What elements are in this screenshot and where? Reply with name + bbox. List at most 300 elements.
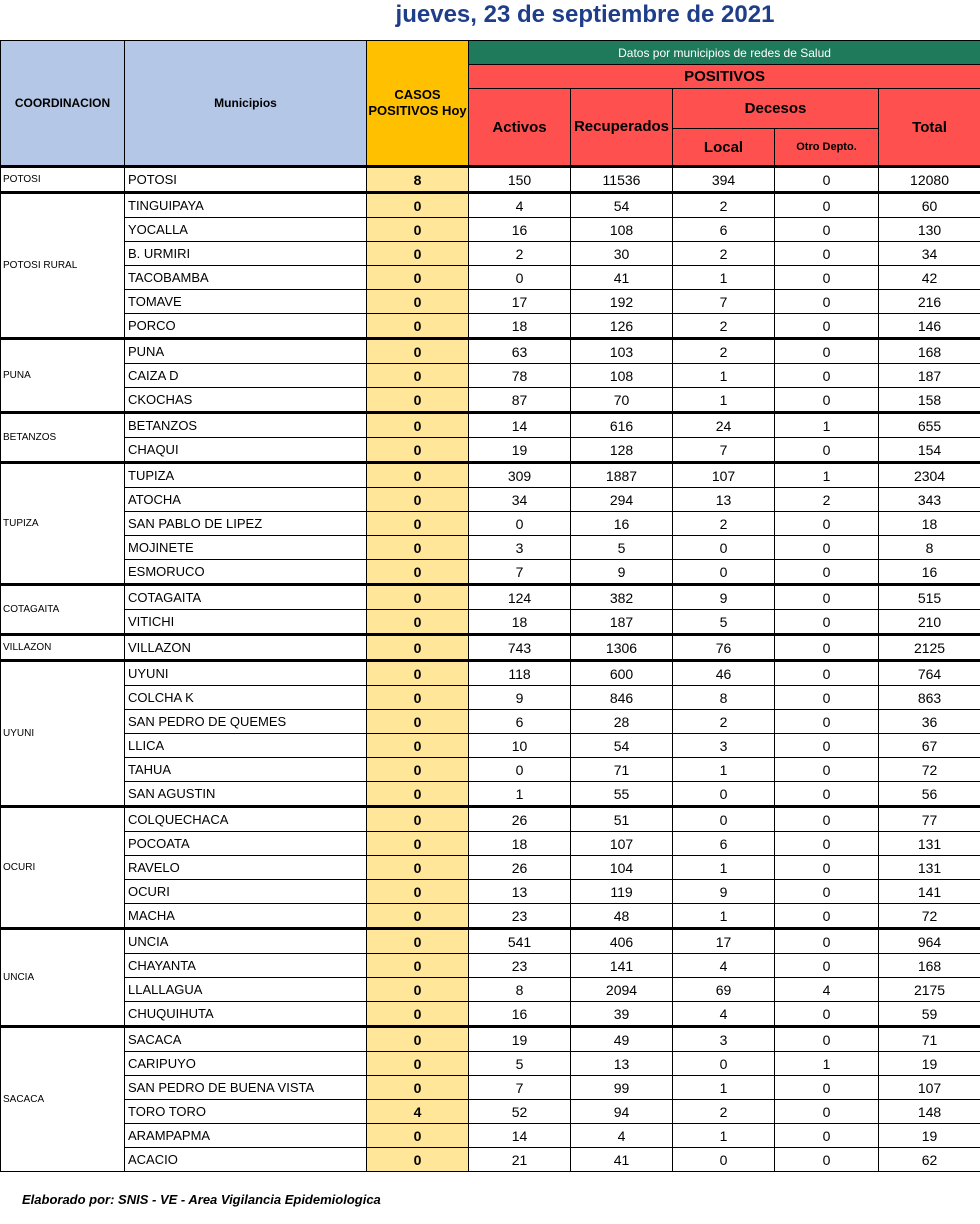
header-positivos: POSITIVOS	[469, 65, 980, 89]
recuperados-cell: 1887	[571, 463, 673, 488]
municipio-cell: SAN PEDRO DE BUENA VISTA	[125, 1076, 367, 1100]
municipio-cell: ARAMPAPMA	[125, 1124, 367, 1148]
activos-cell: 23	[469, 904, 571, 929]
table-row	[1, 880, 980, 904]
casos-hoy-cell: 0	[367, 488, 469, 512]
municipio-cell: TAHUA	[125, 758, 367, 782]
decesos-otro-cell: 0	[775, 290, 879, 314]
municipio-cell: CKOCHAS	[125, 388, 367, 413]
municipio-cell: OCURI	[125, 880, 367, 904]
recuperados-cell: 30	[571, 242, 673, 266]
decesos-local-cell: 107	[673, 463, 775, 488]
table-row	[1, 1148, 980, 1172]
decesos-local-cell: 6	[673, 218, 775, 242]
coordinacion-cell: SACACA	[1, 1027, 125, 1172]
activos-cell: 18	[469, 832, 571, 856]
activos-cell: 1	[469, 782, 571, 807]
table-row	[1, 438, 980, 463]
decesos-local-cell: 0	[673, 1052, 775, 1076]
casos-hoy-cell: 0	[367, 954, 469, 978]
table-row	[1, 364, 980, 388]
total-cell: 19	[879, 1052, 980, 1076]
decesos-local-cell: 6	[673, 832, 775, 856]
casos-hoy-cell: 0	[367, 193, 469, 218]
activos-cell: 5	[469, 1052, 571, 1076]
municipio-cell: ACACIO	[125, 1148, 367, 1172]
table-row	[1, 856, 980, 880]
decesos-otro-cell: 0	[775, 218, 879, 242]
header-decesos-otro-depto: Otro Depto.	[775, 129, 879, 167]
table-body	[1, 167, 980, 1172]
decesos-otro-cell: 0	[775, 266, 879, 290]
activos-cell: 16	[469, 218, 571, 242]
casos-hoy-cell: 0	[367, 1027, 469, 1052]
activos-cell: 2	[469, 242, 571, 266]
activos-cell: 0	[469, 266, 571, 290]
table-row	[1, 266, 980, 290]
municipio-cell: B. URMIRI	[125, 242, 367, 266]
table-row	[1, 218, 980, 242]
decesos-local-cell: 1	[673, 856, 775, 880]
decesos-local-cell: 7	[673, 290, 775, 314]
table-row	[1, 193, 980, 218]
total-cell: 158	[879, 388, 980, 413]
decesos-otro-cell: 0	[775, 167, 879, 193]
total-cell: 146	[879, 314, 980, 339]
covid-municipal-table	[0, 40, 980, 1172]
coordinacion-cell: UYUNI	[1, 661, 125, 807]
municipio-cell: BETANZOS	[125, 413, 367, 438]
decesos-otro-cell: 0	[775, 1027, 879, 1052]
decesos-otro-cell: 0	[775, 560, 879, 585]
decesos-local-cell: 0	[673, 536, 775, 560]
coordinacion-cell: VILLAZON	[1, 635, 125, 661]
total-cell: 18	[879, 512, 980, 536]
recuperados-cell: 128	[571, 438, 673, 463]
casos-hoy-cell: 0	[367, 782, 469, 807]
total-cell: 72	[879, 904, 980, 929]
coordinacion-cell: POTOSI	[1, 167, 125, 193]
casos-hoy-cell: 0	[367, 635, 469, 661]
activos-cell: 16	[469, 1002, 571, 1027]
table-row	[1, 463, 980, 488]
municipio-cell: ESMORUCO	[125, 560, 367, 585]
recuperados-cell: 49	[571, 1027, 673, 1052]
activos-cell: 87	[469, 388, 571, 413]
decesos-otro-cell: 0	[775, 585, 879, 610]
recuperados-cell: 104	[571, 856, 673, 880]
activos-cell: 18	[469, 610, 571, 635]
activos-cell: 63	[469, 339, 571, 364]
recuperados-cell: 108	[571, 364, 673, 388]
municipio-cell: UYUNI	[125, 661, 367, 686]
casos-hoy-cell: 0	[367, 758, 469, 782]
header-decesos: Decesos	[673, 89, 879, 129]
casos-hoy-cell: 0	[367, 536, 469, 560]
total-cell: 77	[879, 807, 980, 832]
activos-cell: 9	[469, 686, 571, 710]
casos-hoy-cell: 0	[367, 661, 469, 686]
decesos-local-cell: 76	[673, 635, 775, 661]
decesos-local-cell: 17	[673, 929, 775, 954]
casos-hoy-cell: 0	[367, 710, 469, 734]
total-cell: 210	[879, 610, 980, 635]
coordinacion-cell: BETANZOS	[1, 413, 125, 463]
recuperados-cell: 406	[571, 929, 673, 954]
activos-cell: 150	[469, 167, 571, 193]
recuperados-cell: 119	[571, 880, 673, 904]
municipio-cell: YOCALLA	[125, 218, 367, 242]
decesos-otro-cell: 1	[775, 413, 879, 438]
total-cell: 515	[879, 585, 980, 610]
table-row	[1, 978, 980, 1002]
recuperados-cell: 28	[571, 710, 673, 734]
municipio-cell: COTAGAITA	[125, 585, 367, 610]
activos-cell: 4	[469, 193, 571, 218]
total-cell: 141	[879, 880, 980, 904]
casos-hoy-cell: 0	[367, 1052, 469, 1076]
table-row	[1, 536, 980, 560]
municipio-cell: COLQUECHACA	[125, 807, 367, 832]
table-row	[1, 929, 980, 954]
decesos-local-cell: 2	[673, 242, 775, 266]
decesos-local-cell: 1	[673, 1076, 775, 1100]
municipio-cell: RAVELO	[125, 856, 367, 880]
recuperados-cell: 48	[571, 904, 673, 929]
casos-hoy-cell: 0	[367, 832, 469, 856]
decesos-otro-cell: 4	[775, 978, 879, 1002]
municipio-cell: MACHA	[125, 904, 367, 929]
decesos-otro-cell: 0	[775, 193, 879, 218]
decesos-local-cell: 3	[673, 1027, 775, 1052]
recuperados-cell: 846	[571, 686, 673, 710]
municipio-cell: POTOSI	[125, 167, 367, 193]
total-cell: 56	[879, 782, 980, 807]
total-cell: 8	[879, 536, 980, 560]
activos-cell: 6	[469, 710, 571, 734]
table-row	[1, 1002, 980, 1027]
recuperados-cell: 1306	[571, 635, 673, 661]
decesos-otro-cell: 0	[775, 438, 879, 463]
municipio-cell: UNCIA	[125, 929, 367, 954]
table-row	[1, 904, 980, 929]
table-row	[1, 413, 980, 438]
total-cell: 71	[879, 1027, 980, 1052]
total-cell: 168	[879, 954, 980, 978]
decesos-otro-cell: 1	[775, 463, 879, 488]
table-row	[1, 710, 980, 734]
total-cell: 187	[879, 364, 980, 388]
decesos-otro-cell: 0	[775, 339, 879, 364]
decesos-otro-cell: 0	[775, 1100, 879, 1124]
casos-hoy-cell: 0	[367, 585, 469, 610]
coordinacion-cell: PUNA	[1, 339, 125, 413]
decesos-otro-cell: 0	[775, 734, 879, 758]
total-cell: 216	[879, 290, 980, 314]
decesos-otro-cell: 0	[775, 710, 879, 734]
table-row	[1, 388, 980, 413]
recuperados-cell: 70	[571, 388, 673, 413]
decesos-otro-cell: 0	[775, 1002, 879, 1027]
decesos-otro-cell: 0	[775, 929, 879, 954]
municipio-cell: CHUQUIHUTA	[125, 1002, 367, 1027]
table-row	[1, 635, 980, 661]
decesos-otro-cell: 0	[775, 512, 879, 536]
table-row	[1, 488, 980, 512]
decesos-otro-cell: 0	[775, 1076, 879, 1100]
total-cell: 36	[879, 710, 980, 734]
decesos-otro-cell: 0	[775, 1124, 879, 1148]
activos-cell: 34	[469, 488, 571, 512]
table-row	[1, 758, 980, 782]
decesos-otro-cell: 0	[775, 242, 879, 266]
municipio-cell: TORO TORO	[125, 1100, 367, 1124]
total-cell: 16	[879, 560, 980, 585]
decesos-local-cell: 394	[673, 167, 775, 193]
activos-cell: 52	[469, 1100, 571, 1124]
recuperados-cell: 54	[571, 193, 673, 218]
casos-hoy-cell: 0	[367, 686, 469, 710]
total-cell: 343	[879, 488, 980, 512]
casos-hoy-cell: 0	[367, 904, 469, 929]
header-recuperados: Recuperados	[571, 89, 673, 167]
recuperados-cell: 103	[571, 339, 673, 364]
activos-cell: 541	[469, 929, 571, 954]
recuperados-cell: 9	[571, 560, 673, 585]
casos-hoy-cell: 0	[367, 1124, 469, 1148]
casos-hoy-cell: 0	[367, 242, 469, 266]
recuperados-cell: 616	[571, 413, 673, 438]
activos-cell: 26	[469, 807, 571, 832]
casos-hoy-cell: 0	[367, 413, 469, 438]
total-cell: 863	[879, 686, 980, 710]
table-row	[1, 1100, 980, 1124]
casos-hoy-cell: 0	[367, 807, 469, 832]
activos-cell: 8	[469, 978, 571, 1002]
decesos-local-cell: 8	[673, 686, 775, 710]
casos-hoy-cell: 0	[367, 1002, 469, 1027]
header-municipios: Municipios	[125, 41, 367, 167]
decesos-local-cell: 24	[673, 413, 775, 438]
recuperados-cell: 13	[571, 1052, 673, 1076]
decesos-otro-cell: 0	[775, 807, 879, 832]
total-cell: 59	[879, 1002, 980, 1027]
municipio-cell: SAN PEDRO DE QUEMES	[125, 710, 367, 734]
decesos-local-cell: 13	[673, 488, 775, 512]
municipio-cell: TOMAVE	[125, 290, 367, 314]
casos-hoy-cell: 0	[367, 560, 469, 585]
municipio-cell: LLICA	[125, 734, 367, 758]
table-row	[1, 560, 980, 585]
table-row	[1, 512, 980, 536]
decesos-local-cell: 1	[673, 904, 775, 929]
casos-hoy-cell: 0	[367, 388, 469, 413]
table-row	[1, 339, 980, 364]
activos-cell: 14	[469, 1124, 571, 1148]
header-total: Total	[879, 89, 980, 167]
coordinacion-cell: UNCIA	[1, 929, 125, 1027]
recuperados-cell: 54	[571, 734, 673, 758]
decesos-local-cell: 1	[673, 388, 775, 413]
recuperados-cell: 187	[571, 610, 673, 635]
total-cell: 72	[879, 758, 980, 782]
decesos-local-cell: 1	[673, 266, 775, 290]
casos-hoy-cell: 0	[367, 364, 469, 388]
casos-hoy-cell: 0	[367, 512, 469, 536]
municipio-cell: TUPIZA	[125, 463, 367, 488]
decesos-otro-cell: 2	[775, 488, 879, 512]
total-cell: 67	[879, 734, 980, 758]
casos-hoy-cell: 4	[367, 1100, 469, 1124]
municipio-cell: SACACA	[125, 1027, 367, 1052]
table-row	[1, 585, 980, 610]
recuperados-cell: 41	[571, 266, 673, 290]
table-row	[1, 314, 980, 339]
total-cell: 764	[879, 661, 980, 686]
activos-cell: 743	[469, 635, 571, 661]
total-cell: 107	[879, 1076, 980, 1100]
total-cell: 12080	[879, 167, 980, 193]
activos-cell: 26	[469, 856, 571, 880]
decesos-local-cell: 4	[673, 954, 775, 978]
table-row	[1, 954, 980, 978]
table-row	[1, 734, 980, 758]
table-row	[1, 686, 980, 710]
recuperados-cell: 600	[571, 661, 673, 686]
casos-hoy-cell: 0	[367, 1148, 469, 1172]
municipio-cell: COLCHA K	[125, 686, 367, 710]
activos-cell: 118	[469, 661, 571, 686]
decesos-otro-cell: 0	[775, 758, 879, 782]
decesos-otro-cell: 0	[775, 635, 879, 661]
decesos-local-cell: 69	[673, 978, 775, 1002]
coordinacion-cell: TUPIZA	[1, 463, 125, 585]
casos-hoy-cell: 0	[367, 880, 469, 904]
municipio-cell: POCOATA	[125, 832, 367, 856]
total-cell: 60	[879, 193, 980, 218]
recuperados-cell: 39	[571, 1002, 673, 1027]
activos-cell: 0	[469, 758, 571, 782]
recuperados-cell: 5	[571, 536, 673, 560]
decesos-local-cell: 46	[673, 661, 775, 686]
casos-hoy-cell: 0	[367, 339, 469, 364]
casos-hoy-cell: 0	[367, 929, 469, 954]
table-row	[1, 1052, 980, 1076]
decesos-local-cell: 2	[673, 314, 775, 339]
recuperados-cell: 4	[571, 1124, 673, 1148]
table-row	[1, 1076, 980, 1100]
header-decesos-local: Local	[673, 129, 775, 167]
recuperados-cell: 382	[571, 585, 673, 610]
casos-hoy-cell: 0	[367, 1076, 469, 1100]
municipio-cell: MOJINETE	[125, 536, 367, 560]
total-cell: 62	[879, 1148, 980, 1172]
municipio-cell: ATOCHA	[125, 488, 367, 512]
casos-hoy-cell: 0	[367, 314, 469, 339]
decesos-local-cell: 1	[673, 1124, 775, 1148]
header-activos: Activos	[469, 89, 571, 167]
decesos-local-cell: 2	[673, 193, 775, 218]
municipio-cell: CARIPUYO	[125, 1052, 367, 1076]
recuperados-cell: 55	[571, 782, 673, 807]
activos-cell: 17	[469, 290, 571, 314]
recuperados-cell: 107	[571, 832, 673, 856]
municipio-cell: TINGUIPAYA	[125, 193, 367, 218]
casos-hoy-cell: 0	[367, 856, 469, 880]
decesos-local-cell: 3	[673, 734, 775, 758]
decesos-local-cell: 1	[673, 758, 775, 782]
total-cell: 168	[879, 339, 980, 364]
activos-cell: 309	[469, 463, 571, 488]
activos-cell: 124	[469, 585, 571, 610]
activos-cell: 23	[469, 954, 571, 978]
decesos-otro-cell: 0	[775, 1148, 879, 1172]
municipio-cell: LLALLAGUA	[125, 978, 367, 1002]
casos-hoy-cell: 0	[367, 266, 469, 290]
municipio-cell: SAN PABLO DE LIPEZ	[125, 512, 367, 536]
total-cell: 34	[879, 242, 980, 266]
decesos-otro-cell: 0	[775, 880, 879, 904]
decesos-local-cell: 9	[673, 585, 775, 610]
recuperados-cell: 16	[571, 512, 673, 536]
total-cell: 154	[879, 438, 980, 463]
casos-hoy-cell: 0	[367, 610, 469, 635]
recuperados-cell: 99	[571, 1076, 673, 1100]
decesos-local-cell: 7	[673, 438, 775, 463]
total-cell: 148	[879, 1100, 980, 1124]
municipio-cell: CHAYANTA	[125, 954, 367, 978]
header-coordinacion: COORDINACION	[1, 41, 125, 167]
decesos-local-cell: 2	[673, 710, 775, 734]
total-cell: 130	[879, 218, 980, 242]
decesos-otro-cell: 0	[775, 610, 879, 635]
decesos-local-cell: 2	[673, 1100, 775, 1124]
casos-hoy-cell: 0	[367, 290, 469, 314]
decesos-local-cell: 0	[673, 782, 775, 807]
decesos-local-cell: 2	[673, 339, 775, 364]
decesos-local-cell: 9	[673, 880, 775, 904]
decesos-otro-cell: 1	[775, 1052, 879, 1076]
recuperados-cell: 294	[571, 488, 673, 512]
casos-hoy-cell: 0	[367, 463, 469, 488]
decesos-otro-cell: 0	[775, 954, 879, 978]
decesos-local-cell: 0	[673, 807, 775, 832]
decesos-local-cell: 5	[673, 610, 775, 635]
decesos-otro-cell: 0	[775, 782, 879, 807]
recuperados-cell: 192	[571, 290, 673, 314]
activos-cell: 19	[469, 1027, 571, 1052]
activos-cell: 10	[469, 734, 571, 758]
activos-cell: 78	[469, 364, 571, 388]
activos-cell: 14	[469, 413, 571, 438]
municipio-cell: PUNA	[125, 339, 367, 364]
recuperados-cell: 2094	[571, 978, 673, 1002]
total-cell: 131	[879, 856, 980, 880]
header-casos-positivos-hoy: CASOS POSITIVOS Hoy	[367, 41, 469, 167]
casos-hoy-cell: 0	[367, 978, 469, 1002]
total-cell: 2304	[879, 463, 980, 488]
table-row	[1, 610, 980, 635]
table-header	[1, 41, 980, 167]
municipio-cell: CHAQUI	[125, 438, 367, 463]
total-cell: 655	[879, 413, 980, 438]
activos-cell: 19	[469, 438, 571, 463]
casos-hoy-cell: 8	[367, 167, 469, 193]
total-cell: 19	[879, 1124, 980, 1148]
table-row	[1, 832, 980, 856]
municipio-cell: TACOBAMBA	[125, 266, 367, 290]
coordinacion-cell: POTOSI RURAL	[1, 193, 125, 339]
